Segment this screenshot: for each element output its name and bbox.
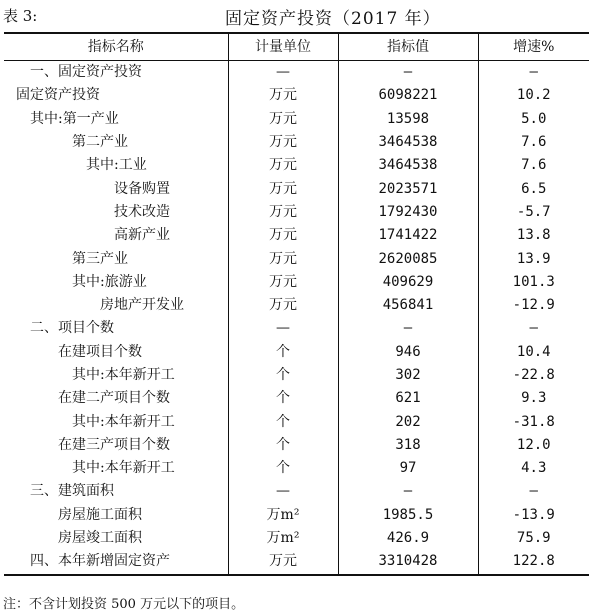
row-unit: 个 <box>228 364 338 387</box>
row-unit: — <box>228 480 338 503</box>
row-unit: 万元 <box>228 294 338 317</box>
table-row <box>4 504 589 527</box>
row-name: 房屋施工面积 <box>58 506 142 523</box>
row-name: 三、建筑面积 <box>30 483 114 500</box>
header-value: 指标值 <box>338 33 478 61</box>
row-value: 946 <box>338 341 478 364</box>
row-value: 1792430 <box>338 201 478 224</box>
row-growth-rate: -5.7 <box>478 201 589 224</box>
row-value: 13598 <box>338 108 478 131</box>
row-growth-rate: 5.0 <box>478 108 589 131</box>
row-unit: — <box>228 61 338 85</box>
header-indicator-name: 指标名称 <box>4 33 228 61</box>
row-name: 四、本年新增固定资产 <box>4 550 228 574</box>
row-growth-rate: 122.8 <box>478 550 589 574</box>
row-unit: 个 <box>228 341 338 364</box>
row-name: 其中:工业 <box>86 157 147 174</box>
row-growth-rate: 7.6 <box>478 154 589 177</box>
row-unit: 个 <box>228 457 338 480</box>
row-growth-rate: 10.4 <box>478 341 589 364</box>
row-value: — <box>338 61 478 85</box>
table-row <box>4 387 589 410</box>
table-row <box>4 271 589 294</box>
table-row <box>4 341 589 364</box>
row-growth-rate: — <box>478 317 589 340</box>
table-row <box>4 480 589 503</box>
row-name: 在建三产项目个数 <box>58 436 170 453</box>
row-name: 技术改造 <box>114 203 170 220</box>
row-name: 其中:本年新开工 <box>72 367 175 383</box>
row-unit: 万元 <box>228 84 338 107</box>
row-value: 3464538 <box>338 154 478 177</box>
row-growth-rate: 12.0 <box>478 434 589 457</box>
header-unit: 计量单位 <box>228 33 338 61</box>
row-growth-rate: 75.9 <box>478 527 589 550</box>
row-unit: — <box>228 317 338 340</box>
row-value: 2023571 <box>338 177 478 200</box>
row-name: 在建项目个数 <box>58 343 142 360</box>
row-growth-rate: 4.3 <box>478 457 589 480</box>
row-unit: 万元 <box>228 154 338 177</box>
row-unit: 个 <box>228 387 338 410</box>
row-value: — <box>338 317 478 340</box>
table-row <box>4 550 589 574</box>
row-unit: 万m² <box>228 504 338 527</box>
row-name: 其中:本年新开工 <box>72 413 175 430</box>
row-name: 其中:第一产业 <box>30 110 119 127</box>
row-name: 第二产业 <box>72 134 128 151</box>
table-row <box>4 177 589 200</box>
row-name: 一、固定资产投资 <box>30 64 142 81</box>
row-growth-rate: 13.9 <box>478 247 589 270</box>
investment-table <box>4 32 589 576</box>
row-name: 其中:旅游业 <box>72 273 147 290</box>
row-growth-rate: -13.9 <box>478 504 589 527</box>
row-name: 固定资产投资 <box>16 87 100 104</box>
header-growth-rate: 增速% <box>478 33 589 61</box>
footnote: 注：不含计划投资 500 万元以下的项目。 <box>3 597 245 612</box>
row-value: 3464538 <box>338 131 478 154</box>
row-unit: 万元 <box>228 131 338 154</box>
row-name: 房屋竣工面积 <box>58 530 142 547</box>
table-row <box>4 131 589 154</box>
row-value: 409629 <box>338 271 478 294</box>
row-value: 318 <box>338 434 478 457</box>
row-name: 二、项目个数 <box>30 320 114 337</box>
table-row <box>4 294 589 317</box>
row-name: 第三产业 <box>72 250 128 267</box>
row-name: 其中:本年新开工 <box>72 460 175 477</box>
table-row <box>4 410 589 433</box>
row-value: — <box>338 480 478 503</box>
row-unit: 万元 <box>228 247 338 270</box>
row-growth-rate: 10.2 <box>478 84 589 107</box>
table-label: 表 3: <box>3 7 38 25</box>
row-value: 456841 <box>338 294 478 317</box>
table-row <box>4 201 589 224</box>
table-row <box>4 317 589 340</box>
table-row <box>4 61 589 85</box>
table-row <box>4 434 589 457</box>
row-growth-rate: -22.8 <box>478 364 589 387</box>
table-row <box>4 154 589 177</box>
row-value: 426.9 <box>338 527 478 550</box>
row-growth-rate: 13.8 <box>478 224 589 247</box>
row-unit: 万元 <box>228 550 338 574</box>
row-value: 2620085 <box>338 247 478 270</box>
row-unit: 万元 <box>228 224 338 247</box>
row-growth-rate: — <box>478 480 589 503</box>
row-value: 6098221 <box>338 84 478 107</box>
row-name: 高新产业 <box>114 227 170 244</box>
row-name: 在建二产项目个数 <box>58 390 170 407</box>
table-row <box>4 364 589 387</box>
table-caption <box>0 4 596 28</box>
row-value: 1741422 <box>338 224 478 247</box>
header-row <box>4 33 589 61</box>
row-growth-rate: — <box>478 61 589 85</box>
row-value: 97 <box>338 457 478 480</box>
row-unit: 万元 <box>228 108 338 131</box>
row-unit: 万元 <box>228 177 338 200</box>
table-row <box>4 247 589 270</box>
row-growth-rate: -12.9 <box>478 294 589 317</box>
row-growth-rate: 6.5 <box>478 177 589 200</box>
row-value: 302 <box>338 364 478 387</box>
row-growth-rate: 9.3 <box>478 387 589 410</box>
row-growth-rate: -31.8 <box>478 410 589 433</box>
row-value: 1985.5 <box>338 504 478 527</box>
table-row <box>4 527 589 550</box>
row-growth-rate: 101.3 <box>478 271 589 294</box>
row-name: 房地产开发业 <box>100 297 184 314</box>
table-row <box>4 108 589 131</box>
row-unit: 万m² <box>228 527 338 550</box>
row-value: 3310428 <box>338 550 478 574</box>
table-title: 固定资产投资（2017 年） <box>225 9 441 29</box>
row-unit: 万元 <box>228 271 338 294</box>
row-value: 202 <box>338 410 478 433</box>
row-name: 设备购置 <box>114 180 170 197</box>
row-unit: 个 <box>228 410 338 433</box>
row-unit: 万元 <box>228 201 338 224</box>
table-row <box>4 224 589 247</box>
table-body <box>4 61 589 575</box>
table-row <box>4 457 589 480</box>
row-value: 621 <box>338 387 478 410</box>
row-growth-rate: 7.6 <box>478 131 589 154</box>
table-row <box>4 84 589 107</box>
row-unit: 个 <box>228 434 338 457</box>
